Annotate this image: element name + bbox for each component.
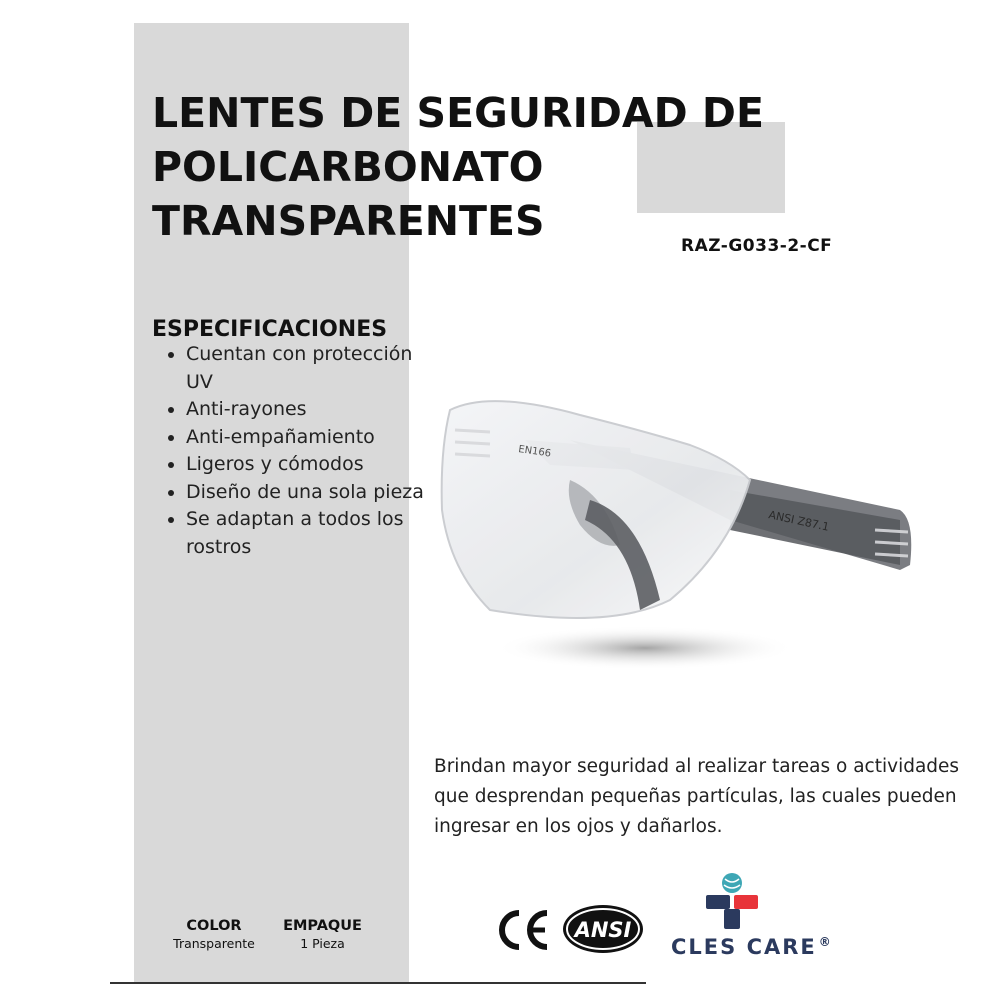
svg-text:ANSI Z87.1: ANSI Z87.1 [767,508,831,534]
spec-item: • Ligeros y cómodos [186,451,436,479]
spec-item: • Cuentan con protección UV [186,341,436,396]
specifications-list [152,341,436,561]
svg-text:EN166: EN166 [517,444,552,460]
product-code: RAZ-G033-2-CF [681,236,833,256]
registered-mark: ® [818,935,833,949]
ansi-text: ANSI [574,918,632,942]
title-line-2: POLICARBONATO [152,143,544,191]
brand-name [671,935,833,959]
glasses-shadow [495,626,795,670]
color-label: COLOR [186,918,242,934]
cles-care-logo-icon [704,871,760,931]
packaging-info [275,918,370,951]
brand-wordmark: CLES CARE [671,935,817,959]
ce-certification-icon [493,905,553,955]
specifications-heading: ESPECIFICACIONES [152,317,388,342]
spec-item: • Diseño de una sola pieza [186,479,436,507]
spec-item: • Anti-rayones [186,396,436,424]
title-line-1: LENTES DE SEGURIDAD DE [152,89,764,137]
bottom-divider [110,982,646,984]
safety-glasses-image [430,370,930,680]
product-description: Brindan mayor seguridad al realizar tareas o actividades que desprendan pequeñas partículas, las cuales pueden ingresar en los ojos y dañarlos. [434,756,960,837]
title-line-3: TRANSPARENTES [152,197,545,245]
packaging-value: 1 Pieza [300,936,345,951]
ansi-certification-icon [561,903,645,955]
product-title [152,86,764,248]
spec-item: • Se adaptan a todos los rostros [186,506,436,561]
color-info [160,918,268,951]
packaging-label: EMPAQUE [283,918,362,934]
spec-item: • Anti-empañamiento [186,424,436,452]
color-value: Transparente [173,936,255,951]
